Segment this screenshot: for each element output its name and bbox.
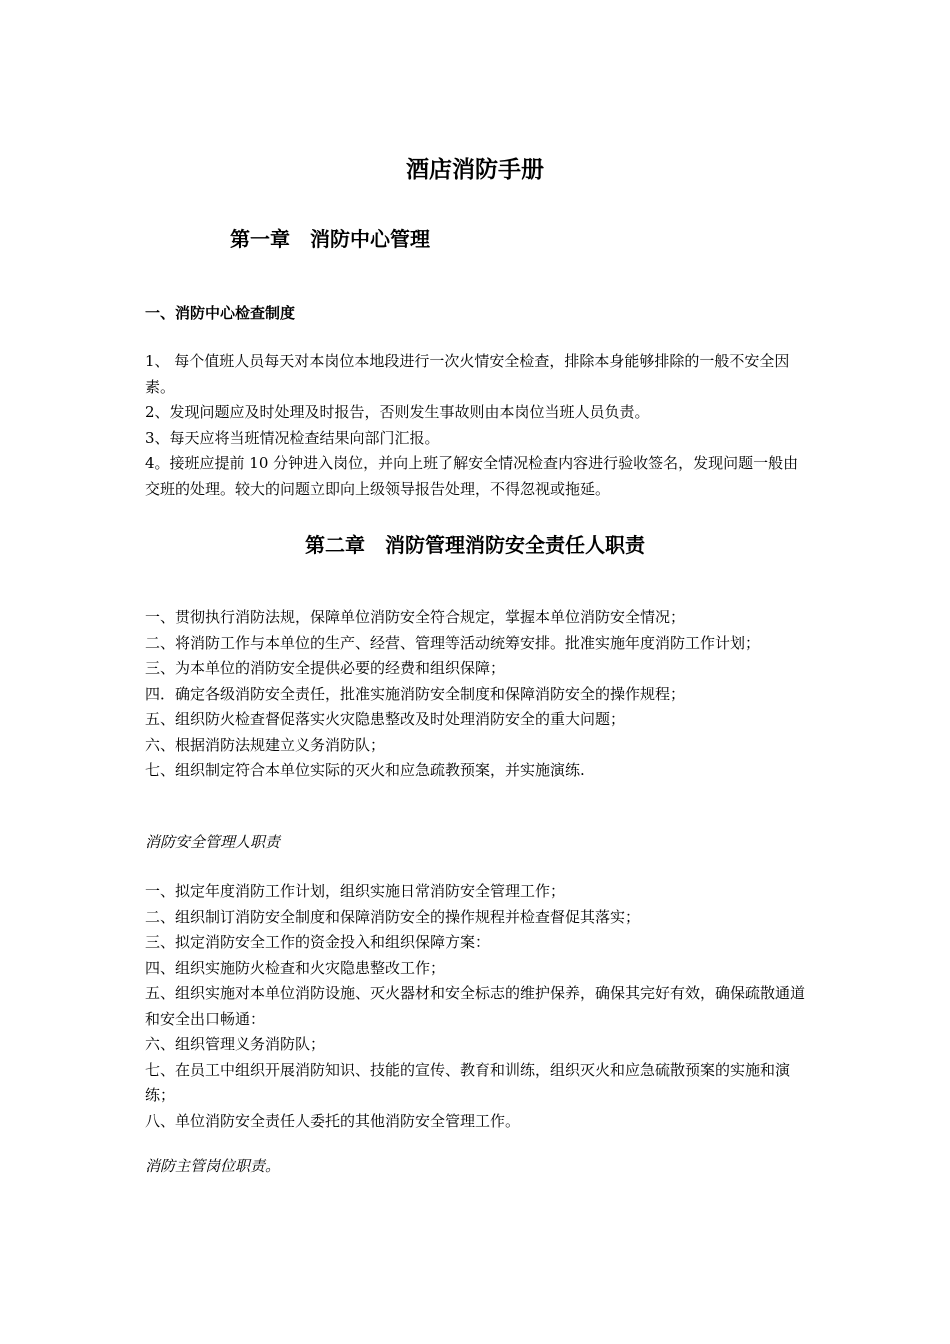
list-item: 一、贯彻执行消防法规，保障单位消防安全符合规定，掌握本单位消防安全情况； bbox=[145, 608, 686, 626]
subsection-heading-safety-manager: 消防安全管理人职责 bbox=[145, 833, 281, 851]
chapter-2-item-list bbox=[145, 605, 810, 784]
subsection-heading-fire-supervisor: 消防主管岗位职责。 bbox=[145, 1157, 281, 1175]
list-item: 七、在员工中组织开展消防知识、技能的宣传、教育和训练，组织灭火和应急硫散预案的实施和演练； bbox=[145, 1060, 791, 1104]
list-item: 六、组织管理义务消防队； bbox=[145, 1035, 326, 1053]
safety-manager-duties-list bbox=[145, 879, 810, 1134]
list-item: 七、组织制定符合本单位实际的灭火和应急疏教预案，并实施演练. bbox=[145, 761, 585, 779]
list-item: 四．确定各级消防安全责任，批准实施消防安全制度和保障消防安全的操作规程； bbox=[145, 684, 686, 703]
chapter-1-item-list bbox=[145, 349, 810, 502]
document-title: 酒店消防手册 bbox=[406, 156, 544, 183]
chapter-1-heading: 第一章 消防中心管理 bbox=[230, 227, 430, 251]
list-item: 4。接班应提前 10 分钟进入岗位，并向上班了解安全情况检查内容进行验收签名，发现问题一般由交班的处理。较大的问题立即向上级领导报告处理，不得忽视或拖延。 bbox=[145, 454, 799, 498]
section-heading-inspection-system: 一、消防中心检查制度 bbox=[145, 304, 296, 322]
list-item: 五、组织实施对本单位消防设施、灭火器材和安全标志的维护保养，确保其完好有效，确保疏散通道和安全出口畅通： bbox=[145, 984, 806, 1028]
list-item: 三、拟定消防安全工作的资金投入和组织保障方案： bbox=[145, 933, 491, 951]
list-item: 1、 每个值班人员每天对本岗位本地段进行一次火情安全检查，排除本身能够排除的一般不安全因素。 bbox=[145, 352, 790, 396]
list-item: 五、组织防火检查督促落实火灾隐患整改及时处理消防安全的重大问题； bbox=[145, 710, 626, 728]
list-item: 八、单位消防安全责任人委托的其他消防安全管理工作。 bbox=[145, 1111, 521, 1130]
list-item: 三、为本单位的消防安全提供必要的经费和组织保障； bbox=[145, 659, 506, 677]
list-item: 3、每天应将当班情况检查结果向部门汇报。 bbox=[145, 428, 440, 447]
list-item: 六、根据消防法规建立义务消防队； bbox=[145, 735, 386, 754]
chapter-2-heading: 第二章 消防管理消防安全责任人职责 bbox=[305, 533, 645, 557]
list-item: 2、发现问题应及时处理及时报告，否则发生事故则由本岗位当班人员负责。 bbox=[145, 403, 650, 421]
list-item: 四、组织实施防火检查和火灾隐患整改工作； bbox=[145, 958, 446, 977]
list-item: 二、将消防工作与本单位的生产、经营、管理等活动统筹安排。批准实施年度消防工作计划； bbox=[145, 633, 761, 652]
list-item: 二、组织制订消防安全制度和保障消防安全的操作规程并检查督促其落实； bbox=[145, 907, 641, 926]
list-item: 一、拟定年度消防工作计划，组织实施日常消防安全管理工作； bbox=[145, 882, 566, 900]
